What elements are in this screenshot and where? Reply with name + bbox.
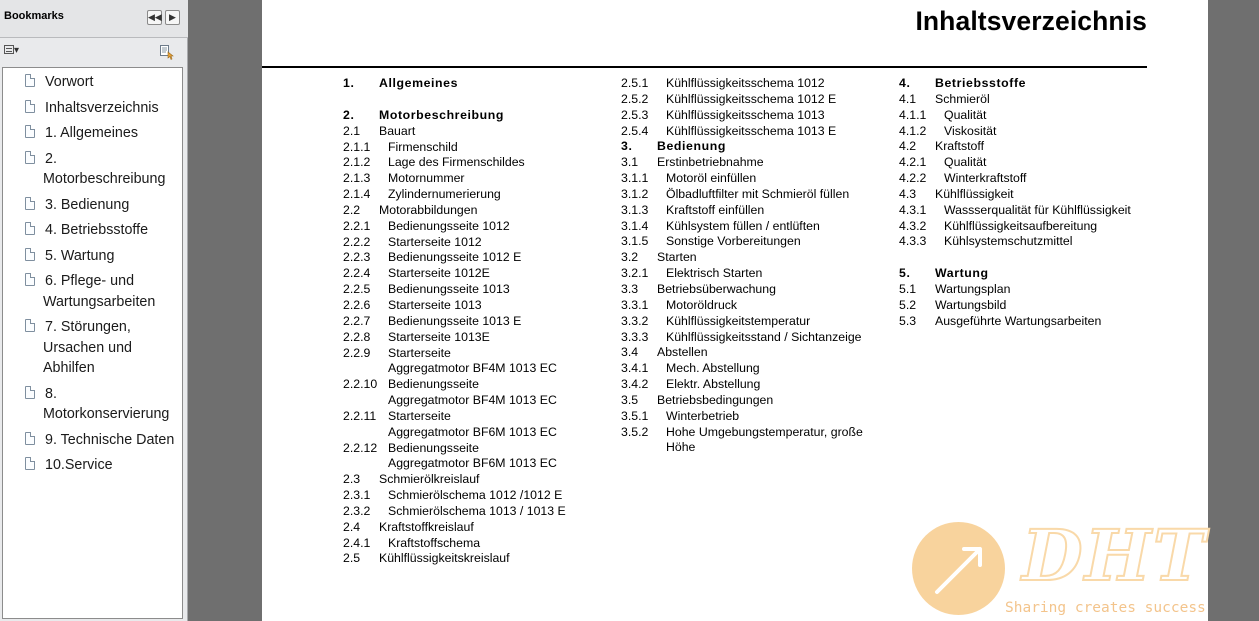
toc-entry-title: Kühlflüssigkeitsschema 1012 [666,76,825,90]
toc-entry-number: 2.5 [343,551,361,566]
bookmark-label-continued: Motorkonservierung [43,406,170,422]
toc-entry-number: 4.2.1 [899,155,927,170]
toc-entry-title: Motoröl einfüllen [666,171,757,186]
toc-entry-number: 5.3 [899,313,917,328]
toc-entry-title: Bedienungsseite 1013 E [388,313,522,328]
toc-entry-number: 2.3.2 [343,503,371,518]
heading-rule [262,66,1147,68]
toc-entry-title: Aggregatmotor BF6M 1013 EC [388,424,557,439]
toc-entry-number: 2.1.2 [343,155,371,170]
bookmark-icon [25,273,35,286]
bookmark-label: 2. [45,150,57,167]
toc-entry-number: 3.5.2 [621,424,649,439]
toc-entry-number: 4.2.2 [899,171,927,186]
toc-entry-number: 2. [343,107,355,122]
bookmark-item[interactable] [3,430,182,451]
toc-entry-number: 4.1.2 [899,123,927,138]
toc-entry-title: Bedienungsseite 1012 E [388,250,522,265]
toc-entry-number: 2.4.1 [343,535,371,550]
toc-entry-title: Hohe Umgebungstemperatur, große [666,424,863,439]
toc-entry-number: 5. [899,266,911,281]
bookmark-label: 5. Wartung [45,247,115,264]
toc-entry-number: 2.2.2 [343,234,371,249]
bookmark-item[interactable] [3,195,182,216]
toc-entry-title: Wassserqualität für Kühlflüssigkeit [944,202,1131,217]
bookmark-item[interactable] [3,317,182,379]
toc-entry-number: 3.2.1 [621,266,649,281]
bookmark-icon [25,151,35,164]
toc-entry-number: 3.3.2 [621,313,649,328]
toc-entry-number: 1. [343,76,355,90]
bookmarks-title: Bookmarks [4,10,64,22]
toc-entry-title: Aggregatmotor BF4M 1013 EC [388,393,557,408]
toc-entry-number: 2.2.11 [343,408,377,423]
toc-entry-title: Betriebsüberwachung [657,281,776,296]
toc-entry-title: Bedienung [657,139,726,154]
toc-entry-title: Betriebsstoffe [935,76,1027,90]
toc-entry-number: 3.4.2 [621,377,649,392]
bookmark-icon [25,125,35,138]
toc-entry-title: Kraftstoff [935,139,984,154]
toc-entry-number: 2.1 [343,123,361,138]
toc-entry-title: Starterseite 1012E [388,266,490,281]
options-menu-button[interactable] [4,45,19,56]
bookmark-label: 1. Allgemeines [45,125,138,141]
toc-entry-number: 4.1.1 [899,107,927,122]
toc-entry-number: 3.4 [621,345,639,360]
bookmark-label: 6. Pflege- und [45,273,135,289]
toc-entry-number: 4.3 [899,186,917,201]
bookmark-item[interactable] [3,149,182,190]
bookmark-item[interactable] [3,384,182,425]
toc-entry-title: Kühlsystemschutzmittel [944,234,1073,249]
toc-entry-title: Kühlflüssigkeit [935,186,1014,201]
toc-entry-title: Kühlflüssigkeitskreislauf [379,551,510,566]
bookmark-label: Inhaltsverzeichnis [45,99,159,116]
bookmark-icon [25,386,35,399]
toc-entry-title: Schmierölkreislauf [379,472,480,487]
toc-entry-title: Mech. Abstellung [666,361,760,376]
bookmark-item[interactable] [3,98,182,119]
bookmark-label-continued: Ursachen und [43,339,133,356]
toc-entry-title: Bedienungsseite [388,377,479,392]
bookmark-icon [25,432,35,445]
toc-entry-number: 4.1 [899,91,917,106]
toc-entry-title: Viskosität [944,123,997,138]
toc-entry-number: 4. [899,76,911,90]
bookmarks-toolbar [0,39,188,66]
toc-entry-title: Wartungsplan [935,282,1011,297]
toc-entry-number: 2.2.8 [343,329,371,344]
toc-entry-number: 3.5.1 [621,408,649,423]
expand-bookmark-icon [159,44,175,60]
toc-entry-number: 2.2.7 [343,313,371,328]
toc-entry-title: Starterseite [388,345,451,360]
toc-entry-title: Ausgeführte Wartungsarbeiten [935,313,1102,328]
toc-entry-title: Kühlflüssigkeitsschema 1013 [666,107,825,122]
toc-entry-number: 3.1.3 [621,202,649,217]
watermark-emblem-icon [912,522,1005,615]
toc-entry-number: 3.1.5 [621,234,649,249]
options-list-icon [4,45,14,54]
toc-entry-number: 3.1.4 [621,218,649,233]
bookmark-label: Vorwort [45,74,94,90]
bookmark-label-continued: Wartungsarbeiten [43,293,156,310]
toc-entry-title: Elektr. Abstellung [666,377,761,392]
toc-entry-number: 3.3.1 [621,297,649,312]
toc-entry-number: 2.4 [343,519,361,534]
toc-entry-number: 2.2.1 [343,218,371,233]
toc-entry-number: 5.2 [899,297,917,312]
toc-entry-number: 2.2.10 [343,377,378,392]
bookmark-icon [25,197,35,210]
toc-entry-number: 2.5.1 [621,76,649,90]
toc-entry-title: Schmieröl [935,91,990,106]
toc-entry-number: 2.2.5 [343,282,371,297]
bookmark-label: 7. Störungen, [45,319,131,335]
toc-entry-title: Bedienungsseite 1013 [388,282,510,297]
bookmarks-header [0,0,188,38]
toc-entry-title: Starterseite [388,408,451,423]
dropdown-arrow-icon: ▾ [14,45,20,56]
toc-entry-number: 2.3.1 [343,488,371,503]
toc-entry-title: Winterkraftstoff [944,171,1027,186]
toc-entry-number: 3.3.3 [621,329,649,344]
bookmarks-panel [0,0,188,621]
toc-entry-number: 4.3.1 [899,202,927,217]
toc-entry-title: Betriebsbedingungen [657,392,774,407]
toc-entry-number: 2.2 [343,202,361,217]
toc-entry-title: Ölbadluftfilter mit Schmieröl füllen [666,186,850,201]
toc-entry-title: Bedienungsseite 1012 [388,218,510,233]
bookmark-icon [25,457,35,470]
watermark-logo: DHT [1022,514,1207,597]
bookmark-label: 3. Bedienung [45,196,130,213]
toc-entry-title: Starten [657,250,697,265]
toc-entry-title: Abstellen [657,345,708,360]
toc-entry-title: Kühlflüssigkeitsschema 1012 E [666,91,837,106]
toc-entry-title: Höhe [666,440,696,455]
toc-entry-title: Schmierölschema 1012 /1012 E [388,488,563,503]
toc-entry-number: 3.3 [621,281,639,296]
toc-entry-title: Motornummer [388,171,465,186]
bookmark-item[interactable] [3,246,182,267]
toc-entry-title: Kraftstoffschema [388,535,481,550]
toc-entry-title: Lage des Firmenschildes [388,155,525,170]
toc-entry-title: Aggregatmotor BF4M 1013 EC [388,361,557,376]
bookmark-label: 8. [45,385,57,402]
bookmark-label: 10.Service [45,457,113,473]
bookmark-label: 4. Betriebsstoffe [45,222,149,238]
bookmark-icon [25,222,35,235]
toc-entry-title: Bauart [379,123,416,138]
toc-entry-number: 5.1 [899,282,917,297]
bookmark-item[interactable] [3,220,182,241]
toc-entry-number: 2.1.3 [343,171,371,186]
toc-entry-number: 2.3 [343,472,361,487]
toc-entry-title: Bedienungsseite [388,440,479,455]
toc-entry-number: 4.2 [899,139,917,154]
toc-entry-title: Starterseite 1013E [388,329,490,344]
toc-entry-title: Wartung [935,266,989,281]
toc-entry-title: Kühlsystem füllen / entlüften [666,218,820,233]
bookmark-icon [25,319,35,332]
toc-entry-title: Sonstige Vorbereitungen [666,234,801,249]
bookmark-label-continued: Abhilfen [43,360,95,376]
toc-entry-title: Kraftstoff einfüllen [666,202,765,217]
toc-entry-number: 3.5 [621,392,639,407]
toc-entry-title: Kühlflüssigkeitsstand / Sichtanzeige [666,329,862,344]
toc-entry-title: Erstinbetriebnahme [657,155,764,170]
bookmark-item[interactable] [3,271,182,312]
toc-entry-number: 2.2.6 [343,297,371,312]
toc-entry-title: Motorbeschreibung [379,107,504,122]
toc-entry-number: 2.2.3 [343,250,371,265]
toc-entry-title: Elektrisch Starten [666,266,763,281]
toc-entry-title: Schmierölschema 1013 / 1013 E [388,503,566,518]
toc-entry-number: 2.1.4 [343,187,371,202]
toc-entry-number: 2.5.4 [621,123,649,138]
toc-entry-number: 2.2.4 [343,266,371,281]
expand-bookmark-button[interactable] [159,44,175,60]
toc-entry-title: Kühlflüssigkeitsschema 1013 E [666,123,837,138]
toc-entry-number: 3.4.1 [621,361,649,376]
toc-entry-number: 2.5.2 [621,91,649,106]
toc-entry-title: Allgemeines [379,76,459,90]
bookmark-item[interactable] [3,72,182,93]
toc-entry-number: 3. [621,139,633,154]
toc-entry-title: Kühlflüssigkeitstemperatur [666,313,811,328]
bookmark-label: 9. Technische Daten [45,431,175,448]
toc-entry-number: 4.3.3 [899,234,927,249]
toc-entry-title: Kühlflüssigkeitsaufbereitung [944,218,1098,233]
toc-entry-number: 3.2 [621,250,639,265]
bookmark-item[interactable] [3,455,182,476]
next-panel-button[interactable]: ▶ [165,10,180,25]
toc-entry-title: Zylindernumerierung [388,187,501,202]
toc-entry-title: Qualität [944,107,987,122]
toc-entry-title: Motoröldruck [666,297,738,312]
page-title: Inhaltsverzeichnis [915,6,1147,36]
collapse-panel-button[interactable]: ◀◀ [147,10,162,25]
toc-entry-number: 3.1 [621,155,639,170]
bookmark-icon [25,74,35,87]
toc-entry-number: 2.1.1 [343,139,371,154]
toc-entry-title: Wartungsbild [935,297,1007,312]
toc-entry-number: 2.5.3 [621,107,649,122]
bookmark-icon [25,248,35,261]
toc-entry-number: 2.2.9 [343,345,371,360]
toc-entry-number: 2.2.12 [343,440,378,455]
toc-entry-title: Starterseite 1012 [388,234,482,249]
toc-entry-title: Qualität [944,155,987,170]
toc-entry-title: Aggregatmotor BF6M 1013 EC [388,456,557,471]
bookmark-icon [25,100,35,113]
toc-entry-title: Kraftstoffkreislauf [379,519,474,534]
toc-entry-number: 3.1.1 [621,171,649,186]
bookmark-item[interactable] [3,123,182,144]
toc-entry-title: Firmenschild [388,139,458,154]
watermark-slogan: Sharing creates success [1005,600,1206,616]
toc-entry-title: Motorabbildungen [379,202,478,217]
bookmark-label-continued: Motorbeschreibung [43,171,166,187]
toc-entry-title: Winterbetrieb [666,408,740,423]
toc-entry-number: 3.1.2 [621,186,649,201]
bookmark-list [2,67,183,619]
toc-entry-title: Starterseite 1013 [388,297,482,312]
toc-entry-number: 4.3.2 [899,218,927,233]
